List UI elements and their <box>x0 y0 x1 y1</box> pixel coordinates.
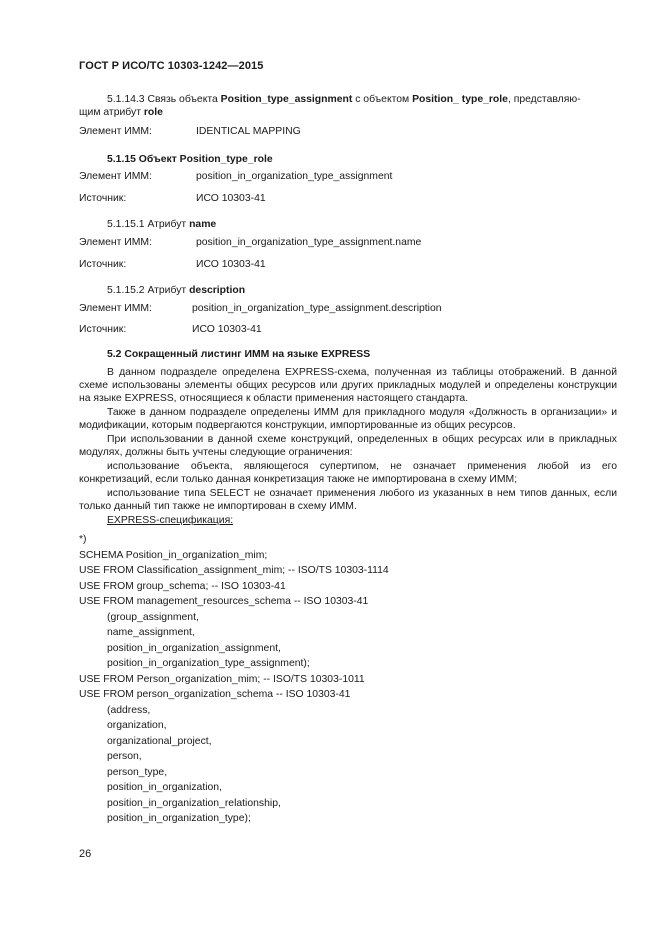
code-line: position_in_organization_relationship, <box>107 797 281 809</box>
paragraph: Также в данном подразделе определены ИММ для прикладного модуля «Должность в организации» и модификации, которым подвергаются конструкции, импортированные из общих ресурсов. <box>79 407 617 431</box>
clause-text: 5.1.14.3 Связь объекта <box>107 94 221 105</box>
clause-5-1-15-1-heading <box>107 218 216 231</box>
clause-5-1-15-heading: 5.1.15 Объект Position_type_role <box>107 154 273 165</box>
code-line: person_type, <box>107 766 168 778</box>
mapping-label: Элемент ИММ: <box>79 126 152 137</box>
entity-name: Position_type_assignment <box>220 94 353 105</box>
clause-5-1-14-3-line2 <box>79 106 163 119</box>
page-number: 26 <box>79 848 92 860</box>
mapping-value: IDENTICAL MAPPING <box>196 126 301 137</box>
code-line: organization, <box>107 720 167 731</box>
express-code-listing <box>79 532 389 827</box>
source-value: ИСО 10303-41 <box>196 193 266 204</box>
clause-text: 5.1.15.1 Атрибут <box>107 219 190 230</box>
code-line: USE FROM management_resources_schema -- ISO 10303-41 <box>79 596 369 607</box>
clause-text: 5.1.15.2 Атрибут <box>107 285 190 296</box>
code-line: *) <box>79 534 87 545</box>
list-item: использование объекта, являющегося супертипом, не означает применения любой из его конкретизаций, если только данная конкретизация также не импортирована в схему ИММ; <box>79 461 617 485</box>
source-label: Источник: <box>79 193 127 204</box>
code-line: organizational_project, <box>107 735 212 747</box>
mapping-value: position_in_organization_type_assignment <box>196 171 393 182</box>
source-label: Источник: <box>79 259 127 270</box>
clause-5-1-14-3-line1 <box>107 93 581 106</box>
code-line: position_in_organization, <box>107 782 222 793</box>
code-line: SCHEMA Position_in_organization_mim; <box>79 549 268 561</box>
clause-text: , представляю- <box>507 94 581 105</box>
code-line: (address, <box>107 704 151 716</box>
code-line: USE FROM group_schema; -- ISO 10303-41 <box>79 580 286 592</box>
list-item: использование типа SELECT не означает применения любого из указанных в нем типов данных, если только данный тип также не импортирован в схему ИММ. <box>79 488 617 512</box>
code-line: position_in_organization_type); <box>107 813 251 824</box>
mapping-value: position_in_organization_type_assignment.description <box>192 303 442 314</box>
clause-text: щим атрибут <box>79 107 144 118</box>
paragraph: При использовании в данной схеме конструкций, определенных в общих ресурсах или в прикладных модулях, должны быть учтены следующие ограничения: <box>79 434 617 458</box>
clause-text: с объектом <box>352 94 413 105</box>
code-line: name_assignment, <box>107 627 195 638</box>
clause-5-1-15-2-heading <box>107 284 245 297</box>
express-spec-label: EXPRESS-спецификация: <box>107 515 234 526</box>
attribute-name: description <box>189 285 246 296</box>
code-line: position_in_organization_assignment, <box>107 642 281 654</box>
source-value: ИСО 10303-41 <box>196 259 266 270</box>
code-line: position_in_organization_type_assignment); <box>107 658 310 669</box>
clause-5-2-heading: 5.2 Сокращенный листинг ИММ на языке EXPRESS <box>107 349 371 360</box>
mapping-label: Элемент ИММ: <box>79 237 152 248</box>
mapping-label: Элемент ИММ: <box>79 303 152 314</box>
source-value: ИСО 10303-41 <box>192 324 262 335</box>
entity-name: Position_ type_role <box>412 94 508 105</box>
code-line: USE FROM Person_organization_mim; -- ISO/TS 10303-1011 <box>79 673 365 685</box>
code-line: USE FROM Classification_assignment_mim; -- ISO/TS 10303-1114 <box>79 565 389 576</box>
code-line: USE FROM person_organization_schema -- ISO 10303-41 <box>79 689 351 700</box>
mapping-label: Элемент ИММ: <box>79 171 152 182</box>
paragraph: В данном подразделе определена EXPRESS-схема, полученная из таблицы отображений. В данной схеме использованы элементы общих ресурсов или других прикладных модулей и определены конструкции на языке EXPRESS, относящиеся к области применения настоящего стандарта. <box>79 367 617 404</box>
document-header: ГОСТ Р ИСО/ТС 10303-1242—2015 <box>79 60 264 72</box>
code-line: person, <box>107 751 142 762</box>
code-line: (group_assignment, <box>107 611 199 623</box>
attribute-name: role <box>143 107 163 118</box>
attribute-name: name <box>189 219 217 230</box>
mapping-value: position_in_organization_type_assignment.name <box>196 237 422 248</box>
source-label: Источник: <box>79 324 127 335</box>
